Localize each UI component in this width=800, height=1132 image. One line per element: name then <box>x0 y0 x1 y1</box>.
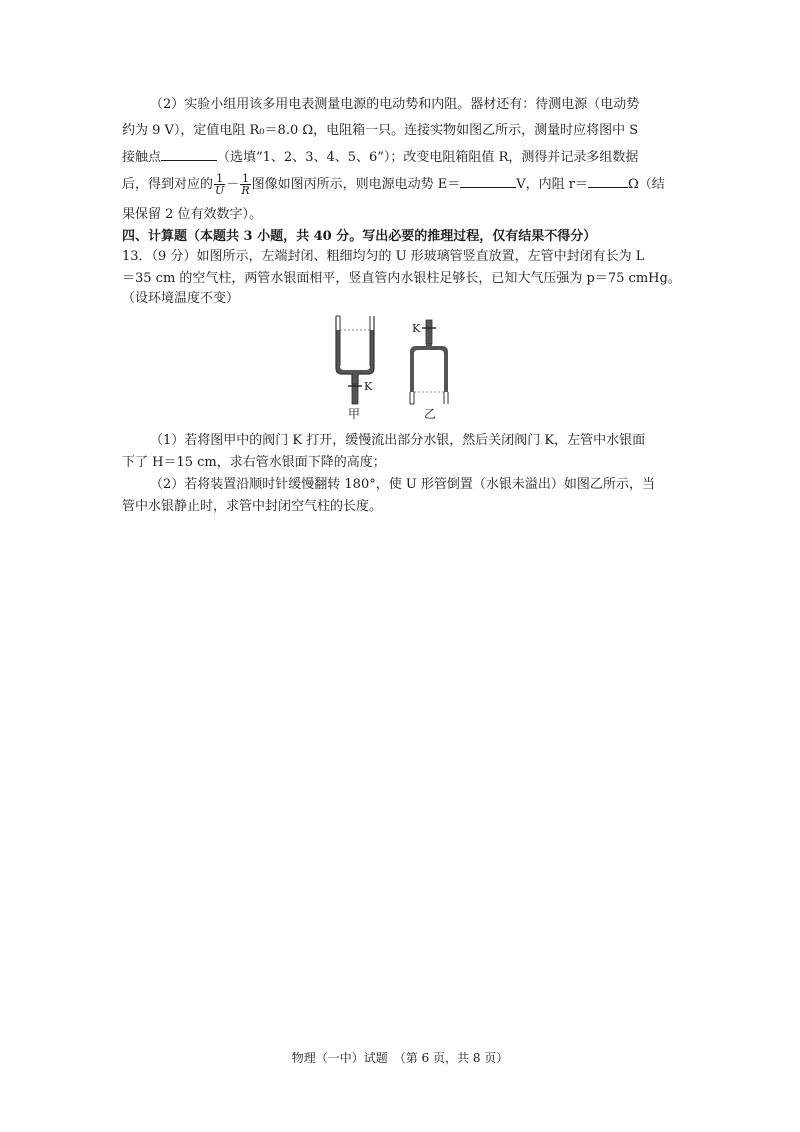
q13-line-3: （设环境温度不变） <box>122 291 240 306</box>
q12-2-line-4a: 后，得到对应的 <box>122 177 214 192</box>
jia-valve-label: K <box>364 380 373 393</box>
q12-2-line-2: 约为 9 V），定值电阻 R₀＝8.0 Ω，电阻箱一只。连接实物如图乙所示，测量时应将图中 S <box>122 123 639 138</box>
page-footer: 物理（一中）试题 （第 6 页，共 8 页） <box>291 1051 509 1065</box>
jia-label: 甲 <box>348 407 361 421</box>
fraction-1-numerator: 1 <box>214 173 225 185</box>
q12-2-line-5: 果保留 2 位有效数字）。 <box>122 207 263 222</box>
q12-2-line-4b: 图像如图丙所示，则电源电动势 E＝ <box>251 177 461 192</box>
q13-line-1: 13．（9 分）如图所示，左端封闭、粗细均匀的 U 形玻璃管竖直放置，左管中封闭有长为 L <box>122 249 645 264</box>
answer-blank-emf[interactable] <box>460 175 516 188</box>
yi-mercury <box>410 344 448 392</box>
q12-2-line-1: （2）实验小组用该多用电表测量电源的电动势和内阻。器材还有：待测电源（电动势 <box>150 97 640 112</box>
answer-blank-internal-resistance[interactable] <box>588 175 628 188</box>
u-tube-figure <box>326 312 476 422</box>
fraction-2-denominator: R <box>241 184 250 197</box>
q13-part-1-line-1: （1）若将图甲中的阀门 K 打开，缓慢流出部分水银，然后关闭阀门 K，左管中水银面 <box>150 433 646 448</box>
u-tube-diagram <box>326 312 476 422</box>
q12-2-line-4c: V，内阻 r＝ <box>516 177 588 192</box>
q13-part-1-line-2: 下了 H＝15 cm，求右管水银面下降的高度； <box>122 455 386 470</box>
u-tube-yi <box>410 320 448 421</box>
q12-2-line-3b: （选填“1、2、3、4、5、6”）；改变电阻箱阻值 R，测得并记录多组数据 <box>217 150 639 165</box>
q13-part-2-line-1: （2）若将装置沿顺时针缓慢翻转 180°，使 U 形管倒置（水银未溢出）如图乙所示，当 <box>150 477 655 492</box>
q12-2-line-4d: Ω（结 <box>627 177 665 192</box>
answer-blank-contact-point[interactable] <box>161 148 217 161</box>
yi-valve-label: K <box>412 322 421 335</box>
q12-2-line-3 <box>122 148 682 167</box>
section-4-heading: 四、计算题（本题共 3 小题，共 40 分。写出必要的推理过程，仅有结果不得分） <box>122 229 597 244</box>
fraction-1-over-r <box>240 173 250 196</box>
fraction-2-numerator: 1 <box>241 172 249 185</box>
jia-mercury <box>336 330 374 384</box>
q12-2-line-4 <box>122 172 682 198</box>
q13-line-2: ＝35 cm 的空气柱，两管水银面相平，竖直管内水银柱足够长，已知大气压强为 p＝75 cmHg。 <box>122 271 681 286</box>
fraction-1-denominator: U <box>215 184 225 197</box>
fraction-1-over-u <box>214 173 225 196</box>
yi-label: 乙 <box>424 407 437 421</box>
q12-2-line-3a: 接触点 <box>122 150 162 165</box>
u-tube-jia <box>336 316 374 421</box>
fraction-dash: － <box>226 177 240 192</box>
q13-part-2-line-2: 管中水银静止时，求管中封闭空气柱的长度。 <box>122 499 383 514</box>
